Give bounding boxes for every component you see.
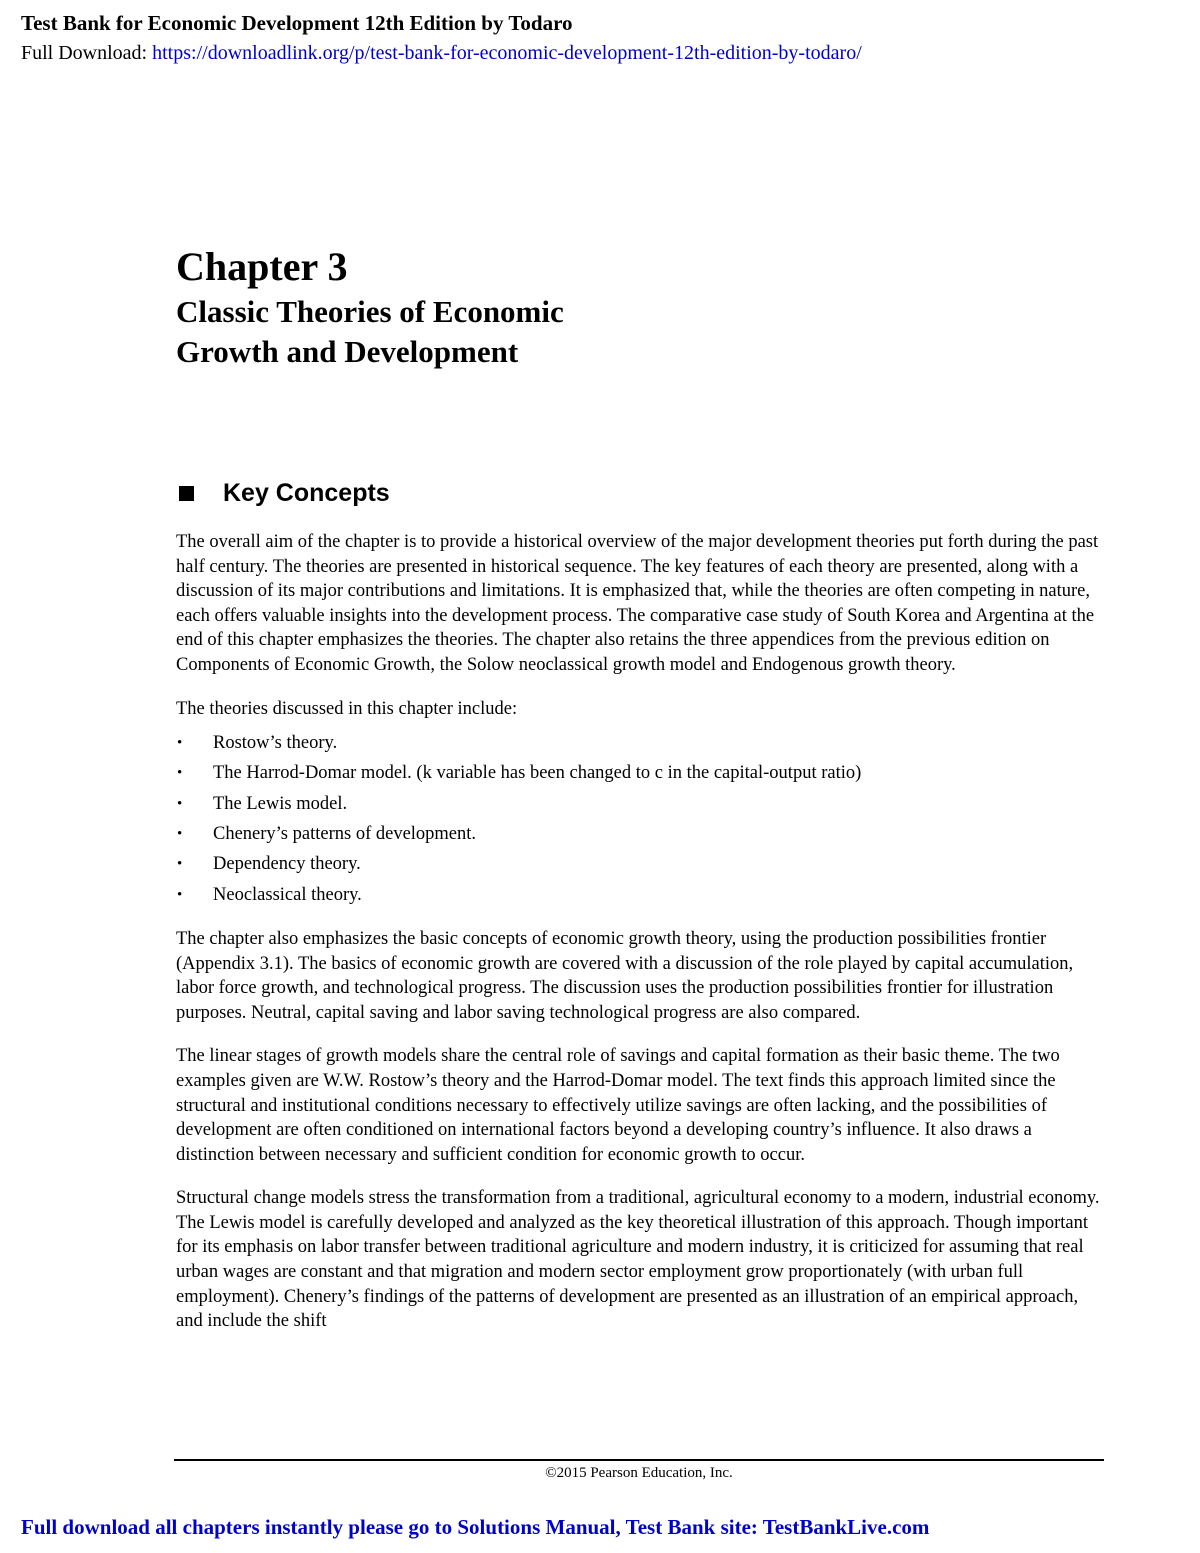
chapter-title [176, 292, 564, 372]
paragraph-overview: The overall aim of the chapter is to provide a historical overview of the major development theories put forth during the past half century. The theories are presented in historical sequence. The key features of each theory are presented, along with a discussion of its major contributions and limitations. It is emphasized that, while the theories are often competing in nature, each offers valuable insights into the development process. The comparative case study of South Korea and Argentina at the end of this chapter emphasizes the theories. The chapter also retains the three appendices from the previous edition on Components of Economic Growth, the Solow neoclassical growth model and Endogenous growth theory. [176, 532, 1099, 675]
list-item-text: Neoclassical theory. [213, 884, 362, 905]
document-header-title: Test Bank for Economic Development 12th Edition by Todaro [21, 11, 573, 35]
paragraph-linear-stages: The linear stages of growth models share the central role of savings and capital formation as their basic theme. The two examples given are W.W. Rostow’s theory and the Harrod-Domar model. The text finds this approach limited since the structural and institutional conditions necessary to effectively utilize savings are often lacking, and the possibilities of development are often conditioned on international factors beyond a developing country’s influence. It also draws a distinction between necessary and sufficient condition for economic growth to occur. [176, 1046, 1060, 1165]
download-link[interactable]: https://downloadlink.org/p/test-bank-for-economic-development-12th-edition-by-todaro/ [152, 42, 862, 64]
bullet-icon: • [177, 735, 183, 752]
list-item-text: The Harrod-Domar model. (k variable has been changed to c in the capital-output ratio) [213, 763, 862, 784]
paragraph-structural-change: Structural change models stress the transformation from a traditional, agricultural economy to a modern, industrial economy. The Lewis model is carefully developed and analyzed as the key theoretical illustration of this approach. Though important for its emphasis on labor transfer between traditional agriculture and modern industry, it is criticized for assuming that real urban wages are constant and that migration and modern sector employment grow proportionately (with urban full employment). Chenery’s findings of the patterns of development are presented as an illustration of an empirical approach, and include the shift [176, 1188, 1100, 1332]
list-item-text: Dependency theory. [213, 854, 361, 875]
download-banner[interactable]: Full download all chapters instantly please go to Solutions Manual, Test Bank site: TestBankLive.com [21, 1515, 930, 1539]
paragraph-list-intro: The theories discussed in this chapter include: [176, 698, 518, 719]
section-heading-key-concepts [176, 478, 390, 508]
list-item [176, 819, 1106, 849]
chapter-title-line-1: Classic Theories of Economic [176, 294, 564, 329]
list-item [176, 849, 1106, 879]
list-item [176, 758, 1106, 788]
theories-list [176, 728, 1106, 910]
footer-copyright: ©2015 Pearson Education, Inc. [545, 1465, 733, 1481]
download-line [21, 41, 862, 65]
section-heading-text: Key Concepts [223, 479, 390, 507]
list-item-text: Chenery’s patterns of development. [213, 824, 477, 845]
chapter-number: Chapter 3 [176, 244, 348, 289]
bullet-icon: • [177, 765, 183, 782]
list-item-text: The Lewis model. [213, 793, 348, 814]
document-body [176, 530, 1106, 1353]
footer-divider [174, 1459, 1104, 1461]
list-item [176, 728, 1106, 758]
list-item-text: Rostow’s theory. [213, 733, 338, 754]
paragraph-growth-concepts: The chapter also emphasizes the basic concepts of economic growth theory, using the production possibilities frontier (Appendix 3.1). The basics of economic growth are covered with a discussion of the role played by capital accumulation, labor force growth, and technological progress. The discussion uses the production possibilities frontier for illustration purposes. Neutral, capital saving and labor saving technological progress are also compared. [176, 928, 1074, 1023]
bullet-icon: • [177, 795, 183, 812]
list-item [176, 789, 1106, 819]
bullet-icon: • [177, 856, 183, 873]
bullet-icon: • [177, 826, 183, 843]
download-label: Full Download: [21, 42, 148, 64]
list-item [176, 880, 1106, 910]
black-square-icon [179, 486, 194, 501]
chapter-title-line-2: Growth and Development [176, 334, 519, 369]
bullet-icon: • [177, 886, 183, 903]
